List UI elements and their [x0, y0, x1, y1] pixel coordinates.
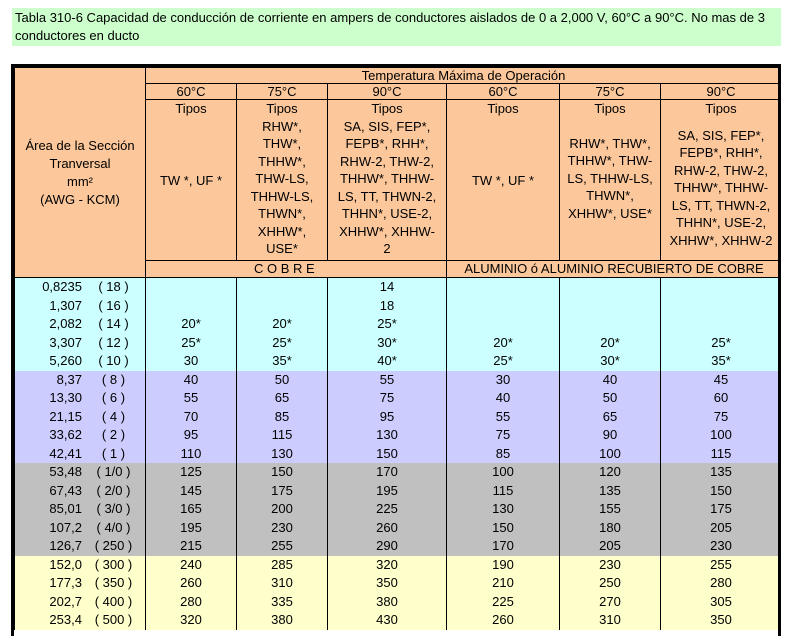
area-cell [15, 482, 146, 501]
ampacity-cell [661, 278, 782, 297]
ampacity-cell: 30 [146, 352, 237, 371]
ampacity-cell: 250 [560, 574, 661, 593]
area-mm2: 152,0 [49, 556, 82, 572]
table-body [15, 278, 782, 630]
ampacity-cell: 40 [146, 371, 237, 390]
table-row [15, 278, 782, 297]
area-mm2: 0,8235 [42, 279, 82, 294]
area-cell [15, 445, 146, 464]
ampacity-cell: 240 [146, 556, 237, 575]
area-cell [15, 519, 146, 538]
ampacity-cell: 350 [661, 611, 782, 630]
ampacity-cell: 260 [146, 574, 237, 593]
ampacity-cell: 310 [560, 611, 661, 630]
area-mm2: 8,37 [56, 371, 82, 387]
ampacity-cell: 100 [560, 445, 661, 464]
ampacity-cell: 335 [237, 593, 328, 612]
table-caption: Tabla 310-6 Capacidad de conducción de corriente en ampers de conductores aislados de 0 a 2,000 V, 60°C a 90°C. No mas de 3 conductores en ducto [12, 8, 781, 46]
area-mm2: 2,082 [49, 316, 82, 331]
ampacity-cell: 285 [237, 556, 328, 575]
area-cell [15, 278, 146, 297]
area-cell [15, 463, 146, 482]
ampacity-cell: 115 [237, 426, 328, 445]
aluminio-label: ALUMINIO ó ALUMINIO RECUBIERTO DE COBRE [447, 261, 782, 278]
area-cell [15, 593, 146, 612]
types-75-al: Tipos RHW*, THW*, THHW*, THW- LS, THHW-LS, THWN*, XHHW*, USE* [560, 100, 661, 261]
ampacity-cell: 25* [146, 334, 237, 353]
ampacity-cell [447, 297, 560, 316]
temp-75-cu: 75°C [237, 84, 328, 100]
ampacity-cell: 50 [237, 371, 328, 390]
ampacity-cell: 305 [661, 593, 782, 612]
ampacity-cell: 430 [328, 611, 447, 630]
ampacity-cell: 200 [237, 500, 328, 519]
table-row [15, 389, 782, 408]
area-mm2: 3,307 [49, 334, 82, 350]
ampacity-cell: 150 [237, 463, 328, 482]
ampacity-cell: 55 [447, 408, 560, 427]
area-mm2: 202,7 [49, 593, 82, 609]
area-awg: ( 6 ) [101, 390, 126, 405]
area-awg: ( 500 ) [94, 612, 133, 627]
area-cell [15, 556, 146, 575]
ampacity-cell: 130 [328, 426, 447, 445]
ampacity-cell: 20* [146, 315, 237, 334]
area-awg: ( 10 ) [98, 353, 129, 368]
ampacity-cell: 280 [146, 593, 237, 612]
area-cell [15, 611, 146, 630]
area-awg: ( 18 ) [98, 279, 129, 294]
ampacity-cell: 120 [560, 463, 661, 482]
ampacity-cell: 205 [661, 519, 782, 538]
area-awg: ( 16 ) [98, 297, 129, 313]
table-row [15, 537, 782, 556]
ampacity-cell: 20* [447, 334, 560, 353]
ampacity-cell: 60 [661, 389, 782, 408]
temp-60-cu: 60°C [146, 84, 237, 100]
area-awg: ( 400 ) [94, 593, 133, 609]
ampacity-cell: 35* [661, 352, 782, 371]
table-row [15, 574, 782, 593]
area-awg: ( 14 ) [98, 316, 129, 331]
ampacity-cell: 270 [560, 593, 661, 612]
area-mm2: 253,4 [49, 612, 82, 627]
ampacity-cell: 225 [447, 593, 560, 612]
types-90-cu: Tipos SA, SIS, FEP*, FEPB*, RHH*, RHW-2, THW-2, THHW*, THHW- LS, TT, THWN-2, THHN*, USE-2, XHHW*, XHHW- 2 [328, 100, 447, 261]
ampacity-cell: 150 [328, 445, 447, 464]
ampacity-cell: 230 [560, 556, 661, 575]
temp-75-al: 75°C [560, 84, 661, 100]
temp-60-al: 60°C [447, 84, 560, 100]
ampacity-cell [661, 315, 782, 334]
ampacity-cell: 90 [560, 426, 661, 445]
ampacity-cell: 170 [447, 537, 560, 556]
ampacity-table [14, 67, 781, 630]
ampacity-cell: 130 [447, 500, 560, 519]
ampacity-cell: 380 [328, 593, 447, 612]
ampacity-cell: 165 [146, 500, 237, 519]
area-mm2: 42,41 [49, 445, 82, 461]
ampacity-cell: 75 [447, 426, 560, 445]
ampacity-cell: 175 [237, 482, 328, 501]
area-cell [15, 352, 146, 371]
area-awg: ( 1/0 ) [96, 464, 131, 479]
ampacity-cell: 150 [447, 519, 560, 538]
ampacity-cell: 55 [146, 389, 237, 408]
ampacity-cell: 310 [237, 574, 328, 593]
area-header: Área de la Sección Tranversal mm² (AWG - KCM) [15, 68, 146, 278]
ampacity-cell [237, 297, 328, 316]
ampacity-cell: 180 [560, 519, 661, 538]
ampacity-cell: 205 [560, 537, 661, 556]
ampacity-cell: 145 [146, 482, 237, 501]
ampacity-cell: 30* [560, 352, 661, 371]
area-awg: ( 3/0 ) [96, 501, 131, 516]
ampacity-cell: 25* [447, 352, 560, 371]
table-row [15, 500, 782, 519]
ampacity-cell: 75 [661, 408, 782, 427]
area-cell [15, 315, 146, 334]
ampacity-cell [146, 278, 237, 297]
temp-90-cu: 90°C [328, 84, 447, 100]
area-cell [15, 537, 146, 556]
ampacity-cell: 65 [560, 408, 661, 427]
ampacity-cell: 40* [328, 352, 447, 371]
ampacity-cell: 95 [328, 408, 447, 427]
table-row [15, 519, 782, 538]
ampacity-cell: 50 [560, 389, 661, 408]
ampacity-cell: 210 [447, 574, 560, 593]
area-cell [15, 389, 146, 408]
ampacity-cell [237, 278, 328, 297]
ampacity-cell: 35* [237, 352, 328, 371]
area-awg: ( 1 ) [101, 445, 126, 461]
area-awg: ( 4 ) [101, 408, 126, 424]
ampacity-cell: 40 [447, 389, 560, 408]
table-row [15, 482, 782, 501]
types-75-cu: Tipos RHW*, THW*, THHW*, THW-LS, THHW-LS, THWN*, XHHW*, USE* [237, 100, 328, 261]
area-awg: ( 8 ) [101, 371, 126, 387]
ampacity-cell: 130 [237, 445, 328, 464]
types-90-al: Tipos SA, SIS, FEP*, FEPB*, RHH*, RHW-2, THW-2, THHW*, THHW- LS, TT, THWN-2, THHN*, USE-2, XHHW*, XHHW-2 [661, 100, 782, 261]
area-mm2: 5,260 [49, 353, 82, 368]
ampacity-cell: 95 [146, 426, 237, 445]
area-cell [15, 297, 146, 316]
ampacity-cell: 260 [328, 519, 447, 538]
ampacity-cell: 115 [661, 445, 782, 464]
ampacity-cell: 280 [661, 574, 782, 593]
table-row [15, 426, 782, 445]
ampacity-cell: 135 [560, 482, 661, 501]
ampacity-cell: 230 [237, 519, 328, 538]
ampacity-cell: 255 [237, 537, 328, 556]
cobre-label: C O B R E [146, 261, 447, 278]
table-row [15, 445, 782, 464]
area-mm2: 85,01 [49, 501, 82, 516]
area-mm2: 177,3 [49, 575, 82, 590]
table-row [15, 593, 782, 612]
area-mm2: 67,43 [49, 482, 82, 498]
ampacity-cell [560, 297, 661, 316]
ampacity-cell: 55 [328, 371, 447, 390]
ampacity-cell: 70 [146, 408, 237, 427]
area-cell [15, 334, 146, 353]
area-mm2: 126,7 [49, 538, 82, 553]
ampacity-cell: 25* [237, 334, 328, 353]
ampacity-cell [560, 315, 661, 334]
area-mm2: 1,307 [49, 297, 82, 313]
ampacity-cell: 155 [560, 500, 661, 519]
ampacity-cell: 230 [661, 537, 782, 556]
ampacity-cell: 40 [560, 371, 661, 390]
ampacity-cell: 20* [237, 315, 328, 334]
types-60-cu: Tipos TW *, UF * [146, 100, 237, 261]
table-row [15, 315, 782, 334]
ampacity-cell: 175 [661, 500, 782, 519]
ampacity-cell: 85 [447, 445, 560, 464]
types-60-al: Tipos TW *, UF * [447, 100, 560, 261]
ampacity-cell: 195 [146, 519, 237, 538]
ampacity-cell: 30* [328, 334, 447, 353]
area-cell [15, 371, 146, 390]
area-mm2: 107,2 [49, 519, 82, 535]
ampacity-cell: 65 [237, 389, 328, 408]
area-cell [15, 500, 146, 519]
ampacity-cell: 350 [328, 574, 447, 593]
ampacity-table-frame [11, 64, 781, 636]
table-row [15, 408, 782, 427]
ampacity-cell: 255 [661, 556, 782, 575]
temp-title: Temperatura Máxima de Operación [146, 68, 782, 84]
area-awg: ( 350 ) [94, 575, 133, 590]
ampacity-cell: 100 [661, 426, 782, 445]
table-row [15, 611, 782, 630]
table-row [15, 463, 782, 482]
table-row [15, 371, 782, 390]
ampacity-cell: 150 [661, 482, 782, 501]
ampacity-cell: 320 [146, 611, 237, 630]
area-cell [15, 426, 146, 445]
area-cell [15, 574, 146, 593]
ampacity-cell: 260 [447, 611, 560, 630]
ampacity-cell: 20* [560, 334, 661, 353]
area-awg: ( 4/0 ) [96, 519, 131, 535]
area-mm2: 33,62 [49, 427, 82, 442]
ampacity-cell [661, 297, 782, 316]
ampacity-cell: 195 [328, 482, 447, 501]
area-mm2: 13,30 [49, 390, 82, 405]
ampacity-cell: 14 [328, 278, 447, 297]
ampacity-cell: 380 [237, 611, 328, 630]
area-awg: ( 300 ) [94, 556, 133, 572]
ampacity-cell: 115 [447, 482, 560, 501]
ampacity-cell: 125 [146, 463, 237, 482]
ampacity-cell: 170 [328, 463, 447, 482]
ampacity-cell [447, 278, 560, 297]
ampacity-cell: 215 [146, 537, 237, 556]
area-cell [15, 408, 146, 427]
table-row [15, 334, 782, 353]
area-awg: ( 12 ) [98, 334, 129, 350]
area-awg: ( 2 ) [101, 427, 126, 442]
ampacity-cell: 190 [447, 556, 560, 575]
temp-90-al: 90°C [661, 84, 782, 100]
ampacity-cell: 30 [447, 371, 560, 390]
ampacity-cell [560, 278, 661, 297]
area-awg: ( 2/0 ) [96, 482, 131, 498]
ampacity-cell [146, 297, 237, 316]
ampacity-cell: 75 [328, 389, 447, 408]
ampacity-cell: 85 [237, 408, 328, 427]
ampacity-cell: 45 [661, 371, 782, 390]
area-mm2: 21,15 [49, 408, 82, 424]
table-row [15, 556, 782, 575]
area-mm2: 53,48 [49, 464, 82, 479]
ampacity-cell: 25* [661, 334, 782, 353]
table-row [15, 352, 782, 371]
table-row [15, 297, 782, 316]
ampacity-cell: 320 [328, 556, 447, 575]
area-awg: ( 250 ) [94, 538, 133, 553]
ampacity-cell: 25* [328, 315, 447, 334]
ampacity-cell: 290 [328, 537, 447, 556]
ampacity-cell: 225 [328, 500, 447, 519]
ampacity-cell: 135 [661, 463, 782, 482]
ampacity-cell: 100 [447, 463, 560, 482]
ampacity-cell: 110 [146, 445, 237, 464]
ampacity-cell: 18 [328, 297, 447, 316]
ampacity-cell [447, 315, 560, 334]
